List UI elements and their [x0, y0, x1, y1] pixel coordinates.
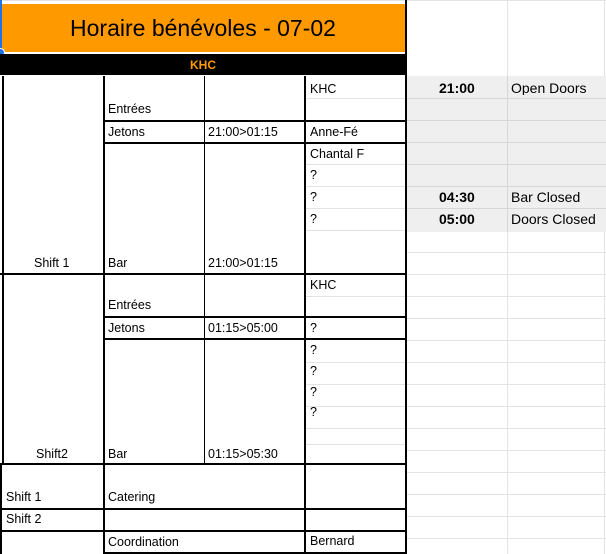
shift1-volunteer[interactable]: ?: [310, 191, 317, 204]
gridline: [305, 444, 406, 445]
border: [0, 508, 407, 510]
border: [103, 338, 407, 340]
schedule-event[interactable]: Bar Closed: [511, 190, 581, 204]
coordination-name[interactable]: Bernard: [310, 535, 355, 548]
schedule-time[interactable]: 04:30: [439, 190, 475, 204]
border: [103, 76, 105, 554]
shift2-bar-time[interactable]: 01:15>05:30: [208, 448, 278, 461]
gridline: [305, 384, 406, 385]
gridline: [305, 362, 406, 363]
group-header: KHC: [190, 57, 216, 72]
gridline: [406, 538, 606, 539]
gridline: [305, 406, 406, 407]
gridline: [406, 318, 606, 319]
shift2-volunteer[interactable]: KHC: [310, 279, 337, 292]
shift2-volunteer[interactable]: ?: [310, 365, 317, 378]
catering-shift2-label[interactable]: Shift 2: [6, 513, 42, 526]
shift2-jetons-time[interactable]: 01:15>05:00: [208, 322, 278, 335]
shift1-bar-time[interactable]: 21:00>01:15: [208, 257, 278, 270]
shift1-volunteer[interactable]: ?: [310, 169, 317, 182]
shift2-bar-label[interactable]: Bar: [108, 448, 128, 461]
schedule-time[interactable]: 05:00: [439, 212, 475, 226]
coordination-label[interactable]: Coordination: [108, 536, 179, 549]
gridline: [305, 296, 406, 297]
catering-shift1-label[interactable]: Shift 1: [6, 491, 42, 504]
shift1-entrees-label[interactable]: Entrées: [108, 103, 152, 116]
shift2-jetons-label[interactable]: Jetons: [108, 322, 145, 335]
border: [204, 76, 205, 464]
shift2-volunteer[interactable]: ?: [310, 344, 317, 357]
shift2-volunteer[interactable]: ?: [310, 322, 317, 335]
gridline: [0, 0, 606, 1]
shift1-bar-label[interactable]: Bar: [108, 257, 128, 270]
schedule-time[interactable]: 21:00: [439, 81, 475, 95]
shift2-volunteer[interactable]: ?: [310, 386, 317, 399]
gridline: [406, 516, 606, 517]
border: [0, 463, 407, 465]
shift1-volunteer[interactable]: ?: [310, 213, 317, 226]
border: [304, 76, 306, 554]
gridline: [305, 208, 406, 209]
gridline: [305, 164, 406, 165]
shift1-jetons-label[interactable]: Jetons: [108, 126, 145, 139]
border: [103, 316, 407, 318]
gridline: [406, 384, 606, 385]
gridline: [406, 274, 606, 275]
border: [103, 120, 407, 122]
border: [0, 273, 407, 275]
gridline: [305, 98, 406, 99]
border: [103, 142, 407, 144]
border: [0, 530, 407, 532]
shift2-entrees-label[interactable]: Entrées: [108, 299, 152, 312]
selection-border: [0, 0, 2, 52]
shift1-volunteer[interactable]: Chantal F: [310, 148, 365, 161]
gridline: [406, 450, 606, 451]
gridline: [406, 296, 606, 297]
shift1-jetons-time[interactable]: 21:00>01:15: [208, 126, 278, 139]
catering-label[interactable]: Catering: [108, 491, 156, 504]
border: [405, 0, 407, 554]
gridline: [406, 494, 606, 495]
gridline: [406, 428, 606, 429]
sheet-title: Horaire bénévoles - 07-02: [70, 14, 336, 41]
shift1-label[interactable]: Shift 1: [34, 257, 70, 270]
gridline: [406, 252, 606, 253]
group-header-cell[interactable]: [0, 54, 406, 75]
shift1-volunteer[interactable]: KHC: [310, 83, 337, 96]
gridline: [507, 76, 508, 232]
gridline: [305, 428, 406, 429]
gridline: [406, 406, 606, 407]
shift2-volunteer[interactable]: ?: [310, 406, 317, 419]
gridline: [406, 362, 606, 363]
gridline: [406, 472, 606, 473]
sheet-title-cell[interactable]: [0, 4, 406, 52]
shift1-volunteer[interactable]: Anne-Fé: [310, 126, 358, 139]
shift2-label[interactable]: Shift2: [36, 448, 68, 461]
schedule-event[interactable]: Doors Closed: [511, 212, 596, 226]
gridline: [406, 340, 606, 341]
border: [2, 76, 4, 463]
gridline: [305, 186, 406, 187]
schedule-event[interactable]: Open Doors: [511, 81, 587, 95]
gridline: [305, 230, 406, 231]
